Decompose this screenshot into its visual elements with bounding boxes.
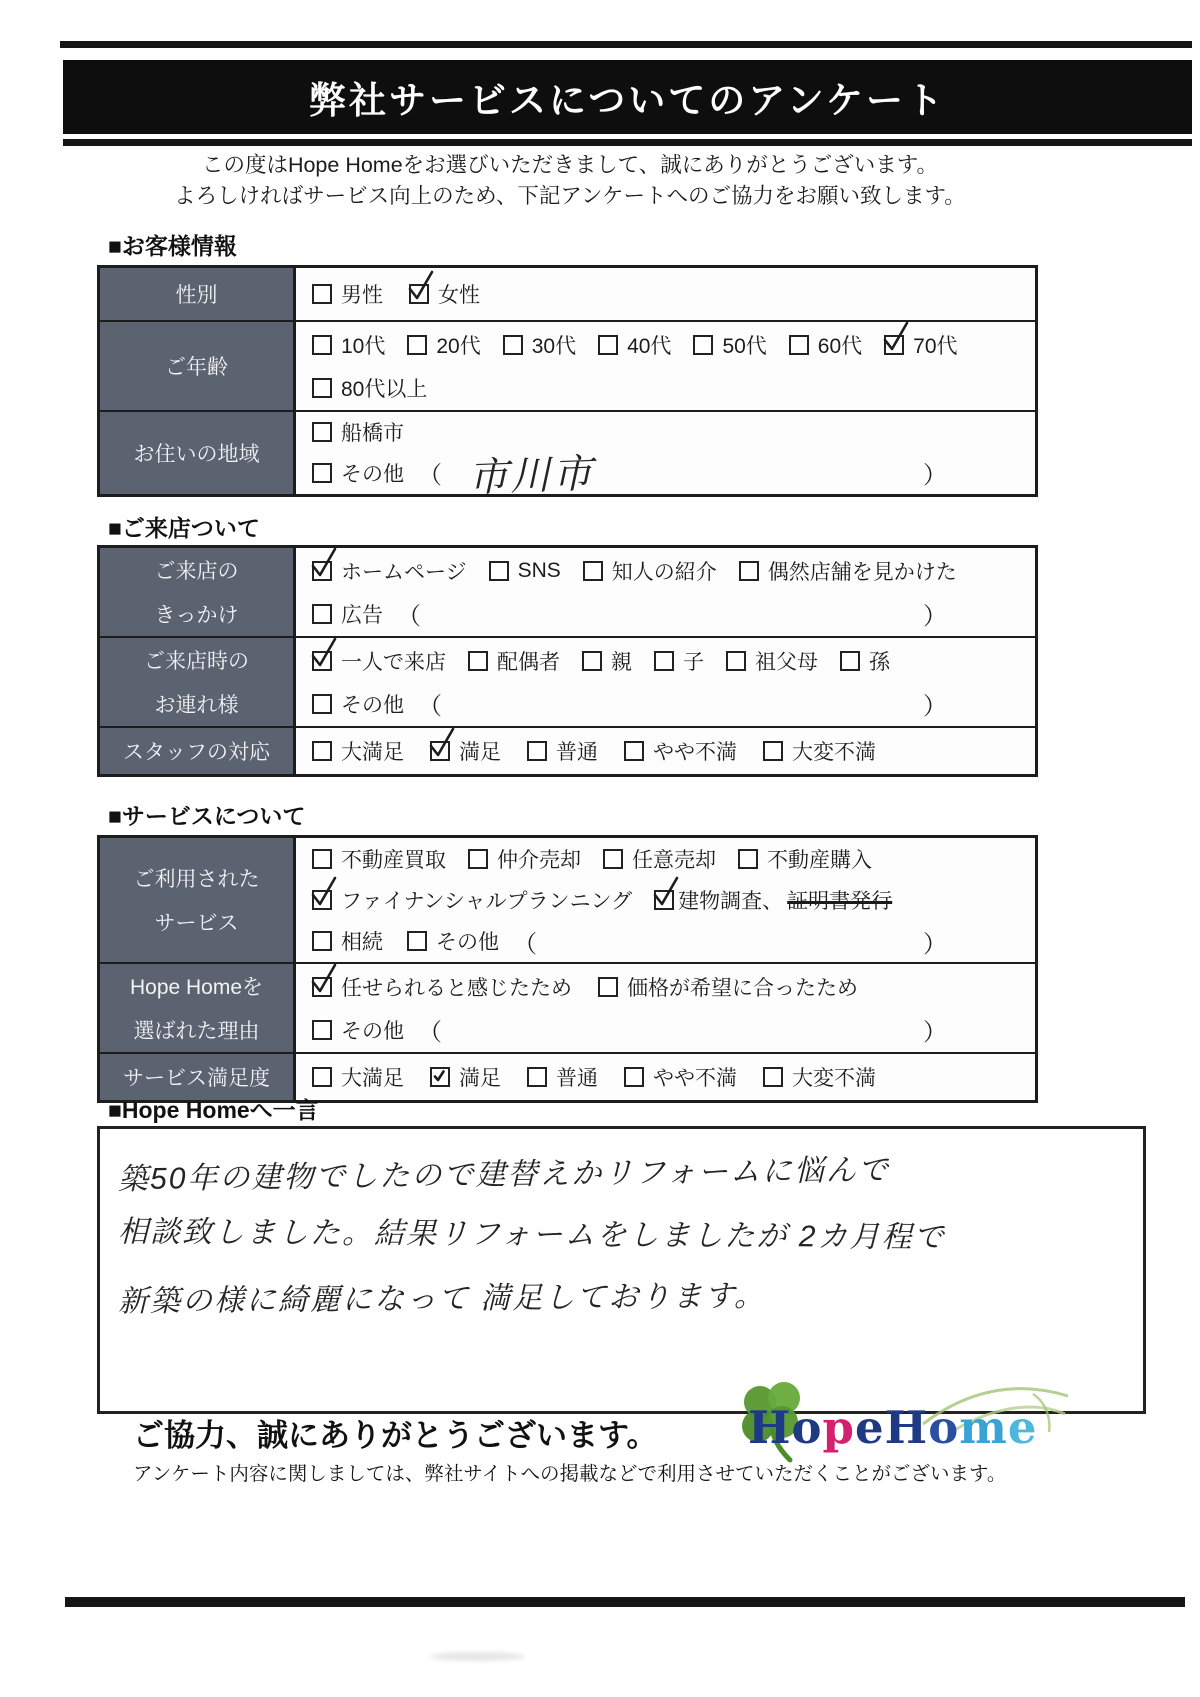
row-label-gender: 性別 bbox=[100, 268, 296, 320]
table-row-staff bbox=[100, 726, 1035, 774]
checkbox-spotted-store[interactable] bbox=[739, 561, 759, 581]
checkbox-female[interactable] bbox=[409, 284, 429, 304]
paren-open: （ bbox=[418, 462, 442, 489]
checkbox-age-30s[interactable] bbox=[503, 335, 523, 355]
checkbox-voluntary-sale[interactable] bbox=[603, 849, 623, 869]
intro-line-2: よろしければサービス向上のため、下記アンケートへのご協力をお願い致します。 bbox=[174, 184, 966, 208]
checkbox-staff-normal[interactable] bbox=[527, 741, 547, 761]
table-row-trigger bbox=[100, 548, 1035, 636]
option-grandchild[interactable]: 孫 bbox=[840, 646, 890, 676]
option-service-other[interactable]: その他 bbox=[407, 926, 499, 956]
option-reason-trust[interactable]: 任せられると感じたため bbox=[312, 972, 572, 1002]
option-sat-very-satisfied[interactable]: 大満足 bbox=[312, 1062, 404, 1092]
option-ad[interactable]: 広告 bbox=[312, 599, 383, 629]
checkbox-building-survey[interactable] bbox=[654, 890, 674, 910]
section-heading-comment: ■Hope Homeへ一言 bbox=[108, 1097, 319, 1123]
logo-letter: H bbox=[884, 1400, 929, 1454]
logo-letter: e bbox=[1007, 1400, 1038, 1454]
option-age-80s-plus[interactable]: 80代以上 bbox=[312, 373, 427, 403]
option-grandparents[interactable]: 祖父母 bbox=[726, 646, 818, 676]
option-age-30s[interactable]: 30代 bbox=[503, 330, 576, 360]
checkbox-age-20s[interactable] bbox=[407, 335, 427, 355]
paren-close: ） bbox=[923, 1019, 947, 1046]
checkbox-staff-somewhat-dissatisfied[interactable] bbox=[624, 741, 644, 761]
logo-letter: p bbox=[822, 1400, 856, 1454]
checkbox-sat-very-satisfied[interactable] bbox=[312, 1067, 332, 1087]
checkbox-alone[interactable] bbox=[312, 651, 332, 671]
checkbox-staff-very-satisfied[interactable] bbox=[312, 741, 332, 761]
checkbox-child[interactable] bbox=[654, 651, 674, 671]
logo-letter: m bbox=[959, 1400, 1008, 1454]
option-building-survey[interactable]: 建物調査、 証明書発行 bbox=[654, 885, 892, 915]
comment-box bbox=[97, 1126, 1146, 1414]
paren-open: （ bbox=[418, 1019, 442, 1046]
handwritten-comment-line: 築50年の建物でしたので建替えかリフォームに悩んで bbox=[117, 1153, 891, 1197]
row-label-staff: スタッフの対応 bbox=[100, 728, 296, 774]
checkbox-sat-normal[interactable] bbox=[527, 1067, 547, 1087]
checkbox-reason-trust[interactable] bbox=[312, 977, 332, 997]
option-spotted-store[interactable]: 偶然店舗を見かけた bbox=[739, 556, 957, 586]
logo-letter: e bbox=[855, 1400, 885, 1454]
checkbox-reason-price[interactable] bbox=[598, 977, 618, 997]
table-row-used-services bbox=[100, 838, 1035, 962]
row-label-trigger: ご来店の きっかけ bbox=[100, 548, 296, 636]
thanks-message: ご協力、誠にありがとうございます。 bbox=[133, 1418, 658, 1453]
checkbox-inheritance[interactable] bbox=[312, 931, 332, 951]
option-funabashi[interactable]: 船橋市 bbox=[312, 417, 404, 447]
row-label-used-services: ご利用された サービス bbox=[100, 838, 296, 962]
paren-open: （ bbox=[513, 930, 537, 958]
checkbox-spouse[interactable] bbox=[468, 651, 488, 671]
option-brokerage-sale[interactable]: 仲介売却 bbox=[468, 844, 581, 874]
struck-text: 証明書発行 bbox=[787, 889, 893, 913]
logo-letter: H bbox=[748, 1400, 792, 1454]
handwritten-comment-line: 相談致しました。結果リフォームをしましたが 2カ月程で bbox=[117, 1215, 946, 1255]
checkbox-grandparents[interactable] bbox=[726, 651, 746, 671]
section-heading-customer: ■お客様情報 bbox=[108, 233, 237, 259]
checkbox-age-60s[interactable] bbox=[789, 335, 809, 355]
option-voluntary-sale[interactable]: 任意売却 bbox=[603, 844, 716, 874]
checkbox-financial-planning[interactable] bbox=[312, 890, 332, 910]
title-underline bbox=[63, 139, 1192, 146]
option-inheritance[interactable]: 相続 bbox=[312, 926, 383, 956]
scan-artifact bbox=[430, 1652, 525, 1661]
top-divider bbox=[60, 41, 1192, 48]
option-sat-somewhat-dissatisfied[interactable]: やや不満 bbox=[624, 1062, 737, 1092]
option-staff-somewhat-dissatisfied[interactable]: やや不満 bbox=[624, 736, 737, 766]
row-label-reason: Hope Homeを 選ばれた理由 bbox=[100, 964, 296, 1052]
option-staff-very-satisfied[interactable]: 大満足 bbox=[312, 736, 404, 766]
hopehome-logo bbox=[748, 1396, 1037, 1458]
checkbox-staff-very-dissatisfied[interactable] bbox=[763, 741, 783, 761]
checkbox-ad[interactable] bbox=[312, 604, 332, 624]
option-sns[interactable]: SNS bbox=[489, 559, 561, 583]
option-age-40s[interactable]: 40代 bbox=[598, 330, 671, 360]
option-spouse[interactable]: 配偶者 bbox=[468, 646, 560, 676]
section-heading-service: ■サービスについて bbox=[108, 803, 306, 829]
row-label-area: お住いの地域 bbox=[100, 412, 296, 494]
checkbox-age-70s[interactable] bbox=[884, 335, 904, 355]
option-alone[interactable]: 一人で来店 bbox=[312, 646, 446, 676]
checkbox-funabashi[interactable] bbox=[312, 422, 332, 442]
option-referral[interactable]: 知人の紹介 bbox=[583, 556, 717, 586]
table-row-gender bbox=[100, 268, 1035, 320]
table-row-area bbox=[100, 410, 1035, 501]
option-staff-normal[interactable]: 普通 bbox=[527, 736, 598, 766]
option-sat-very-dissatisfied[interactable]: 大変不満 bbox=[763, 1062, 876, 1092]
logo-letter: o bbox=[791, 1400, 823, 1454]
option-property-purchase[interactable]: 不動産購入 bbox=[738, 844, 872, 874]
option-parent[interactable]: 親 bbox=[582, 646, 632, 676]
checkbox-companion-other[interactable] bbox=[312, 694, 332, 714]
option-child[interactable]: 子 bbox=[654, 646, 704, 676]
option-male[interactable]: 男性 bbox=[312, 279, 383, 309]
checkbox-referral[interactable] bbox=[583, 561, 603, 581]
checkbox-property-buyout[interactable] bbox=[312, 849, 332, 869]
handwritten-area-value: 市川市 bbox=[467, 451, 595, 501]
checkbox-parent[interactable] bbox=[582, 651, 602, 671]
table-row-age bbox=[100, 320, 1035, 410]
table-row-reason bbox=[100, 962, 1035, 1052]
disclaimer-text: アンケート内容に関しましては、弊社サイトへの掲載などで利用させていただくことがございます。 bbox=[133, 1463, 1007, 1485]
option-staff-satisfied[interactable]: 満足 bbox=[430, 736, 501, 766]
intro-line-1: この度はHope Homeをお選びいただきまして、誠にありがとうございます。 bbox=[201, 153, 939, 177]
option-reason-price[interactable]: 価格が希望に合ったため bbox=[598, 972, 858, 1002]
paren-close: ） bbox=[923, 603, 947, 630]
checkbox-reason-other[interactable] bbox=[312, 1020, 332, 1040]
option-female[interactable]: 女性 bbox=[409, 279, 480, 309]
visit-table bbox=[97, 545, 1038, 777]
checkbox-sat-somewhat-dissatisfied[interactable] bbox=[624, 1067, 644, 1087]
paren-open: （ bbox=[418, 693, 442, 720]
paren-close: ） bbox=[923, 693, 947, 720]
option-sat-satisfied[interactable]: 満足 bbox=[430, 1062, 501, 1092]
checkbox-brokerage-sale[interactable] bbox=[468, 849, 488, 869]
row-label-age: ご年齢 bbox=[100, 322, 296, 410]
checkbox-property-purchase[interactable] bbox=[738, 849, 758, 869]
option-age-50s[interactable]: 50代 bbox=[693, 330, 766, 360]
customer-info-table bbox=[97, 265, 1038, 501]
paren-open: （ bbox=[397, 603, 421, 630]
checkbox-service-other[interactable] bbox=[407, 931, 427, 951]
option-age-10s[interactable]: 10代 bbox=[312, 330, 385, 360]
checkbox-sat-satisfied[interactable] bbox=[430, 1067, 450, 1087]
bottom-divider bbox=[65, 1597, 1185, 1607]
table-row-companion bbox=[100, 636, 1035, 726]
section-heading-visit: ■ご来店ついて bbox=[108, 515, 260, 541]
option-property-purchase-by-company[interactable]: 不動産買取 bbox=[312, 844, 446, 874]
page-title: 弊社サービスについてのアンケート bbox=[308, 80, 947, 121]
option-staff-very-dissatisfied[interactable]: 大変不満 bbox=[763, 736, 876, 766]
option-age-70s[interactable]: 70代 bbox=[884, 330, 957, 360]
option-financial-planning[interactable]: ファイナンシャルプランニング bbox=[312, 885, 632, 915]
checkbox-grandchild[interactable] bbox=[840, 651, 860, 671]
intro-text bbox=[0, 150, 1140, 212]
row-label-companion: ご来店時の お連れ様 bbox=[100, 638, 296, 726]
logo-letter: o bbox=[928, 1400, 960, 1454]
paren-close: ） bbox=[923, 462, 947, 489]
checkbox-male[interactable] bbox=[312, 284, 332, 304]
checkbox-sat-very-dissatisfied[interactable] bbox=[763, 1067, 783, 1087]
option-companion-other[interactable]: その他 bbox=[312, 689, 404, 719]
checkbox-staff-satisfied[interactable] bbox=[430, 741, 450, 761]
checkbox-age-10s[interactable] bbox=[312, 335, 332, 355]
checkbox-age-40s[interactable] bbox=[598, 335, 618, 355]
option-age-60s[interactable]: 60代 bbox=[789, 330, 862, 360]
option-age-20s[interactable]: 20代 bbox=[407, 330, 480, 360]
checkbox-age-50s[interactable] bbox=[693, 335, 713, 355]
paren-close: ） bbox=[923, 930, 947, 958]
option-homepage[interactable]: ホームページ bbox=[312, 556, 467, 586]
option-sat-normal[interactable]: 普通 bbox=[527, 1062, 598, 1092]
row-label-satisfaction: サービス満足度 bbox=[100, 1054, 296, 1100]
option-area-other[interactable]: その他 bbox=[312, 458, 404, 488]
checkbox-age-80s-plus[interactable] bbox=[312, 378, 332, 398]
option-reason-other[interactable]: その他 bbox=[312, 1015, 404, 1045]
handwritten-comment-line: 新築の様に綺麗になって 満足しております。 bbox=[117, 1279, 767, 1319]
checkbox-area-other[interactable] bbox=[312, 463, 332, 483]
checkbox-sns[interactable] bbox=[489, 561, 509, 581]
service-table bbox=[97, 835, 1038, 1103]
checkbox-homepage[interactable] bbox=[312, 561, 332, 581]
title-banner bbox=[63, 60, 1192, 134]
